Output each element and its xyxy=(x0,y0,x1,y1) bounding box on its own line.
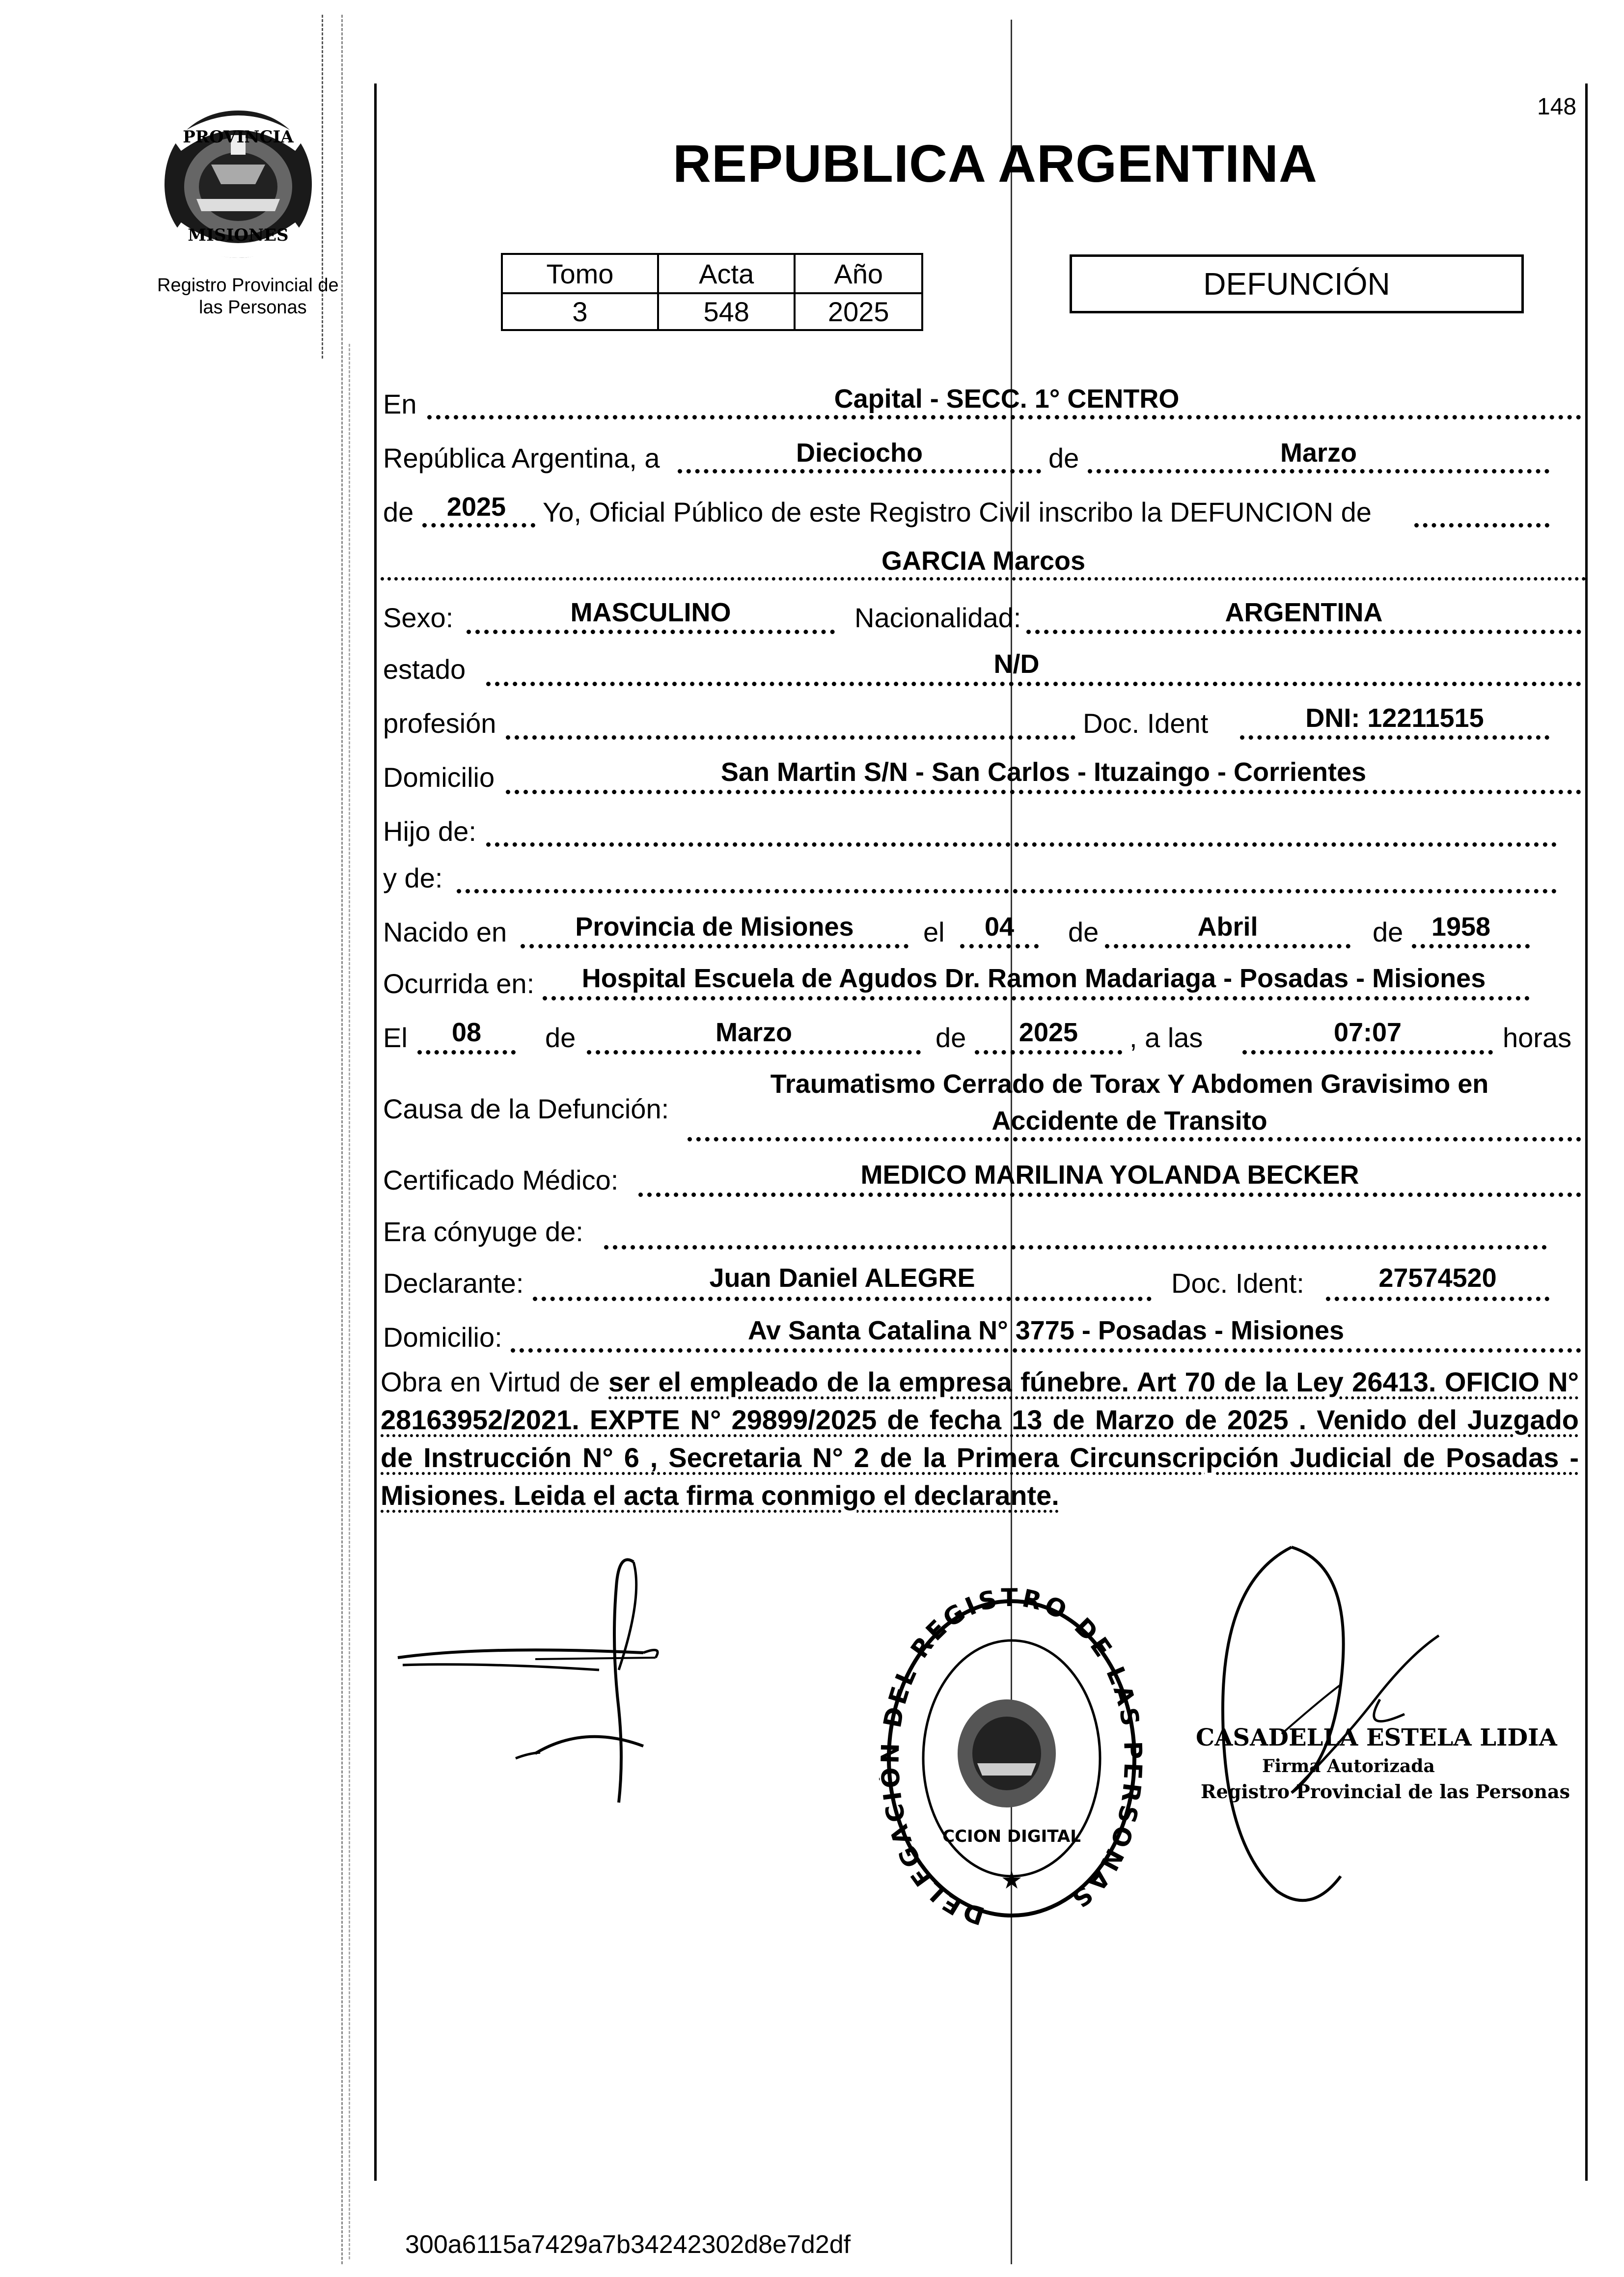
field-line xyxy=(1088,469,1549,473)
registry-name-line1: Registro Provincial de xyxy=(157,275,339,296)
field-line xyxy=(506,790,1581,794)
field-line xyxy=(486,682,1581,686)
label-en: En xyxy=(383,389,417,419)
label-horas: horas xyxy=(1503,1022,1572,1053)
field-line xyxy=(543,996,1530,1000)
label-de: de xyxy=(545,1022,576,1053)
field-line xyxy=(511,1348,1581,1353)
delegation-seal xyxy=(879,1586,1144,1930)
record-type-label: DEFUNCIÓN xyxy=(1203,266,1390,302)
label-certificado: Certificado Médico: xyxy=(383,1165,619,1195)
value-sexo: MASCULINO xyxy=(570,598,731,627)
label-declarante: Declarante: xyxy=(383,1268,524,1299)
value-declarante-domicilio: Av Santa Catalina N° 3775 - Posadas - Misiones xyxy=(747,1316,1345,1345)
field-line xyxy=(422,523,535,528)
label-el-cap: El xyxy=(383,1022,408,1053)
stamp-institution: Registro Provincial de las Personas xyxy=(1201,1780,1570,1803)
value-nombre: GARCIA Marcos xyxy=(881,546,1086,576)
record-type-box xyxy=(1070,254,1524,313)
label-sexo: Sexo: xyxy=(383,602,454,633)
value-acta: 548 xyxy=(658,293,795,330)
field-line xyxy=(975,1050,1122,1055)
field-line xyxy=(427,415,1581,419)
label-estado: estado xyxy=(383,654,466,685)
province-logo xyxy=(157,106,319,263)
value-causa-linea2: Accidente de Transito xyxy=(991,1106,1267,1136)
left-border-line xyxy=(374,83,377,2181)
label-doc-ident2: Doc. Ident: xyxy=(1171,1268,1304,1299)
label-nacido-en: Nacido en xyxy=(383,916,507,947)
value-lugar: Capital - SECC. 1° CENTRO xyxy=(834,384,1180,414)
value-certificado: MEDICO MARILINA YOLANDA BECKER xyxy=(860,1160,1359,1190)
stamp-name: CASADELLA ESTELA LIDIA xyxy=(1196,1724,1557,1751)
field-line xyxy=(486,842,1557,847)
field-line xyxy=(457,889,1557,893)
field-line xyxy=(1105,944,1350,948)
label-y-de: y de: xyxy=(383,862,443,893)
header-acta: Acta xyxy=(658,254,795,293)
value-nacionalidad: ARGENTINA xyxy=(1225,598,1383,627)
field-line xyxy=(1240,735,1549,740)
field-line xyxy=(533,1297,1152,1301)
handwritten-signature-icon xyxy=(388,1547,663,1822)
field-line xyxy=(678,469,1041,473)
label-de: de xyxy=(383,497,414,528)
field-line xyxy=(1326,1297,1549,1301)
label-profesion: profesión xyxy=(383,708,496,739)
field-line xyxy=(1414,523,1549,528)
field-line xyxy=(1026,630,1581,634)
value-ocurrida-en: Hospital Escuela de Agudos Dr. Ramon Madariaga - Posadas - Misiones xyxy=(581,964,1486,993)
margin-dash-line xyxy=(341,15,343,2264)
label-domicilio2: Domicilio: xyxy=(383,1322,502,1353)
label-obra-en-virtud: Obra en Virtud de xyxy=(381,1366,600,1397)
header-anio: Año xyxy=(795,254,922,293)
book-reference-table xyxy=(501,253,923,331)
label-de: de xyxy=(1373,916,1404,947)
value-def-anio: 2025 xyxy=(1018,1018,1078,1047)
value-causa-linea1: Traumatismo Cerrado de Torax Y Abdomen Gravisimo en xyxy=(770,1069,1489,1099)
field-line xyxy=(688,1137,1581,1141)
field-line xyxy=(638,1193,1581,1197)
value-dni: DNI: 12211515 xyxy=(1305,703,1484,733)
registry-name-line2: las Personas xyxy=(199,297,307,318)
label-hijo-de: Hijo de: xyxy=(383,816,476,847)
label-causa: Causa de la Defunción: xyxy=(383,1093,669,1124)
label-ocurrida-en: Ocurrida en: xyxy=(383,968,535,999)
value-hora: 07:07 xyxy=(1333,1018,1402,1047)
label-yo-oficial: Yo, Oficial Público de este Registro Civil inscribo la DEFUNCION de xyxy=(543,497,1372,528)
header-tomo: Tomo xyxy=(502,254,658,293)
margin-dash-line xyxy=(349,344,350,2259)
document-hash: 300a6115a7429a7b34242302d8e7d2df xyxy=(405,2230,851,2259)
official-seal-icon xyxy=(879,1586,1144,1930)
field-line xyxy=(417,1050,516,1055)
field-line xyxy=(521,944,908,948)
value-mes: Marzo xyxy=(1280,438,1357,468)
svg-text:PROVINCIA: PROVINCIA xyxy=(183,127,294,147)
label-de: de xyxy=(1068,916,1099,947)
document-title: REPUBLICA ARGENTINA xyxy=(673,134,1318,193)
svg-text:MISIONES: MISIONES xyxy=(188,225,289,245)
value-nac-dia: 04 xyxy=(984,912,1015,942)
obra-en-virtud-paragraph xyxy=(381,1363,1579,1514)
value-tomo: 3 xyxy=(502,293,658,330)
field-line xyxy=(587,1050,921,1055)
label-republica: República Argentina, a xyxy=(383,443,660,473)
label-nacionalidad: Nacionalidad: xyxy=(854,602,1021,633)
label-de: de xyxy=(936,1022,966,1053)
field-line xyxy=(467,630,835,634)
field-line xyxy=(381,577,1586,581)
value-anio: 2025 xyxy=(446,492,506,522)
svg-text:DELEGACIÓN DEL REGISTRO DE LAS: DELEGACI DEL REGISTRO DE LAS RSONAS xyxy=(879,1586,1144,1930)
svg-text:★: ★ xyxy=(1000,1866,1023,1894)
value-anio: 2025 xyxy=(795,293,922,330)
value-nacido-en: Provincia de Misiones xyxy=(575,912,854,942)
label-conyuge: Era cónyuge de: xyxy=(383,1216,583,1247)
province-crest-icon xyxy=(157,106,319,263)
value-dia-letras: Dieciocho xyxy=(796,438,923,468)
label-a-las: , a las xyxy=(1129,1022,1203,1053)
value-declarante-doc: 27574520 xyxy=(1378,1263,1497,1293)
page-number: 148 xyxy=(1537,94,1577,120)
field-line xyxy=(1242,1050,1493,1055)
value-nac-mes: Abril xyxy=(1197,912,1258,942)
value-def-dia: 08 xyxy=(451,1018,482,1047)
field-line xyxy=(1412,944,1530,948)
value-estado: N/D xyxy=(993,649,1040,679)
label-domicilio: Domicilio xyxy=(383,762,495,793)
margin-dash-line xyxy=(322,15,323,359)
value-def-mes: Marzo xyxy=(715,1018,792,1047)
label-el: el xyxy=(923,916,945,947)
label-doc-ident: Doc. Ident xyxy=(1083,708,1209,739)
field-line xyxy=(506,735,1075,740)
field-line xyxy=(960,944,1039,948)
value-domicilio: San Martin S/N - San Carlos - Ituzaingo - Corrientes xyxy=(720,757,1367,787)
value-declarante: Juan Daniel ALEGRE xyxy=(709,1263,975,1293)
svg-text:CCION DIGITAL: CCION DIGITAL xyxy=(942,1827,1081,1846)
field-line xyxy=(604,1245,1547,1250)
stamp-role: Firma Autorizada xyxy=(1262,1756,1435,1777)
declarant-signature xyxy=(388,1547,663,1822)
value-nac-anio: 1958 xyxy=(1431,912,1491,942)
label-de: de xyxy=(1048,443,1079,473)
value-obra-texto: ser el empleado de la empresa fúnebre. Art 70 de la Ley 26413. OFICIO N° 28163952/2021. EXPTE N° 29899/2025 de fecha 13 de Marzo de 2025 . Venido del Juzgado de Instrucción N° 6 , Secretaria N° 2 de la Primera Circunscripción Judicial de Posadas - Misiones. Leida el acta firma conmigo el declarante. xyxy=(381,1366,1579,1511)
